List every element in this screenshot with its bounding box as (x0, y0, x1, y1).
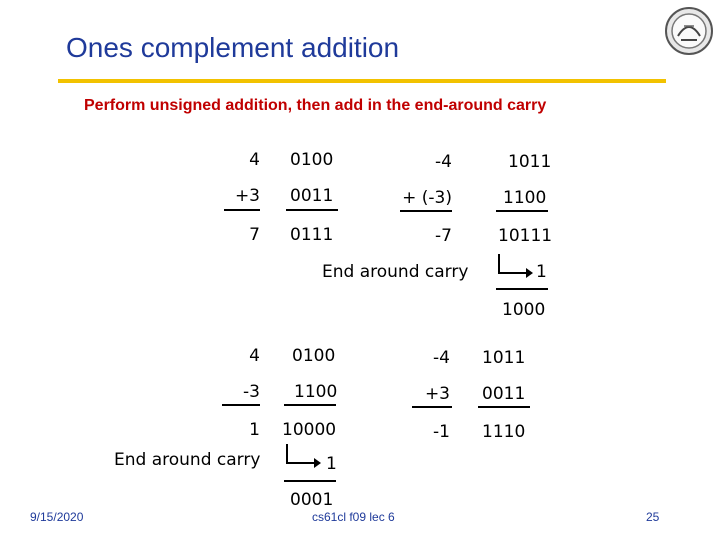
ex1-dec-b: +3 (234, 186, 260, 206)
ex3-bin-sum: 10000 (282, 420, 337, 440)
ex2-dec-a: -4 (435, 152, 452, 172)
ex3-dec-sum: 1 (249, 420, 260, 440)
ex3-sum-rule-bin (284, 404, 336, 406)
ex3-carry-arrow-stem (286, 444, 288, 464)
ex4-dec-b: +3 (424, 384, 450, 404)
title-underline (58, 79, 666, 83)
ex2-bin-a: 1011 (508, 152, 552, 172)
ex3-result-rule (284, 480, 336, 482)
ex3-dec-b: -3 (243, 382, 260, 402)
ex4-dec-sum: -1 (433, 422, 450, 442)
ex4-bin-b: 0011 (482, 384, 526, 404)
ex2-carry-bit: 1 (536, 262, 547, 282)
ex3-carry-bit: 1 (326, 454, 337, 474)
slide-title: Ones complement addition (66, 32, 400, 63)
ex1-bin-sum: 0111 (290, 225, 334, 245)
university-seal-logo (664, 6, 714, 56)
ex4-bin-a: 1011 (482, 348, 526, 368)
slide-subtitle: Perform unsigned addition, then add in the end-around carry (84, 97, 547, 114)
ex4-sum-rule-bin (478, 406, 530, 408)
ex1-sum-rule-bin (286, 209, 338, 211)
ex2-sum-rule-dec (400, 210, 452, 212)
ex2-result: 1000 (502, 300, 546, 320)
ex3-bin-b: 1100 (294, 382, 338, 402)
ex4-sum-rule-dec (412, 406, 452, 408)
ex4-dec-a: -4 (433, 348, 450, 368)
ex2-dec-b: + (-3) (402, 188, 452, 208)
ex2-carry-arrow-shaft (498, 272, 528, 274)
ex1-dec-sum: 7 (249, 225, 260, 245)
ex2-bin-sum: 10111 (498, 226, 553, 246)
ex2-carry-arrow-stem (498, 254, 500, 274)
ex1-dec-a: 4 (249, 150, 260, 170)
ex1-sum-rule-dec (224, 209, 260, 211)
ex3-result: 0001 (290, 490, 334, 510)
ex2-result-rule (496, 288, 548, 290)
ex1-bin-a: 0100 (290, 150, 334, 170)
ex3-sum-rule-dec (222, 404, 260, 406)
ex3-carry-label: End around carry (114, 450, 261, 470)
ex2-bin-b: 1100 (503, 188, 547, 208)
ex4-bin-sum: 1110 (482, 422, 526, 442)
ex1-bin-b: 0011 (290, 186, 334, 206)
footer-course: cs61cl f09 lec 6 (312, 510, 395, 524)
ex3-carry-arrow-shaft (286, 462, 316, 464)
ex3-dec-a: 4 (249, 346, 260, 366)
ex3-carry-arrow-head (314, 458, 321, 468)
footer-date: 9/15/2020 (30, 510, 84, 524)
ex2-sum-rule-bin (496, 210, 548, 212)
ex2-carry-arrow-head (526, 268, 533, 278)
ex2-dec-sum: -7 (435, 226, 452, 246)
footer-page-number: 25 (646, 510, 660, 524)
ex2-carry-label: End around carry (322, 262, 469, 282)
ex3-bin-a: 0100 (292, 346, 336, 366)
